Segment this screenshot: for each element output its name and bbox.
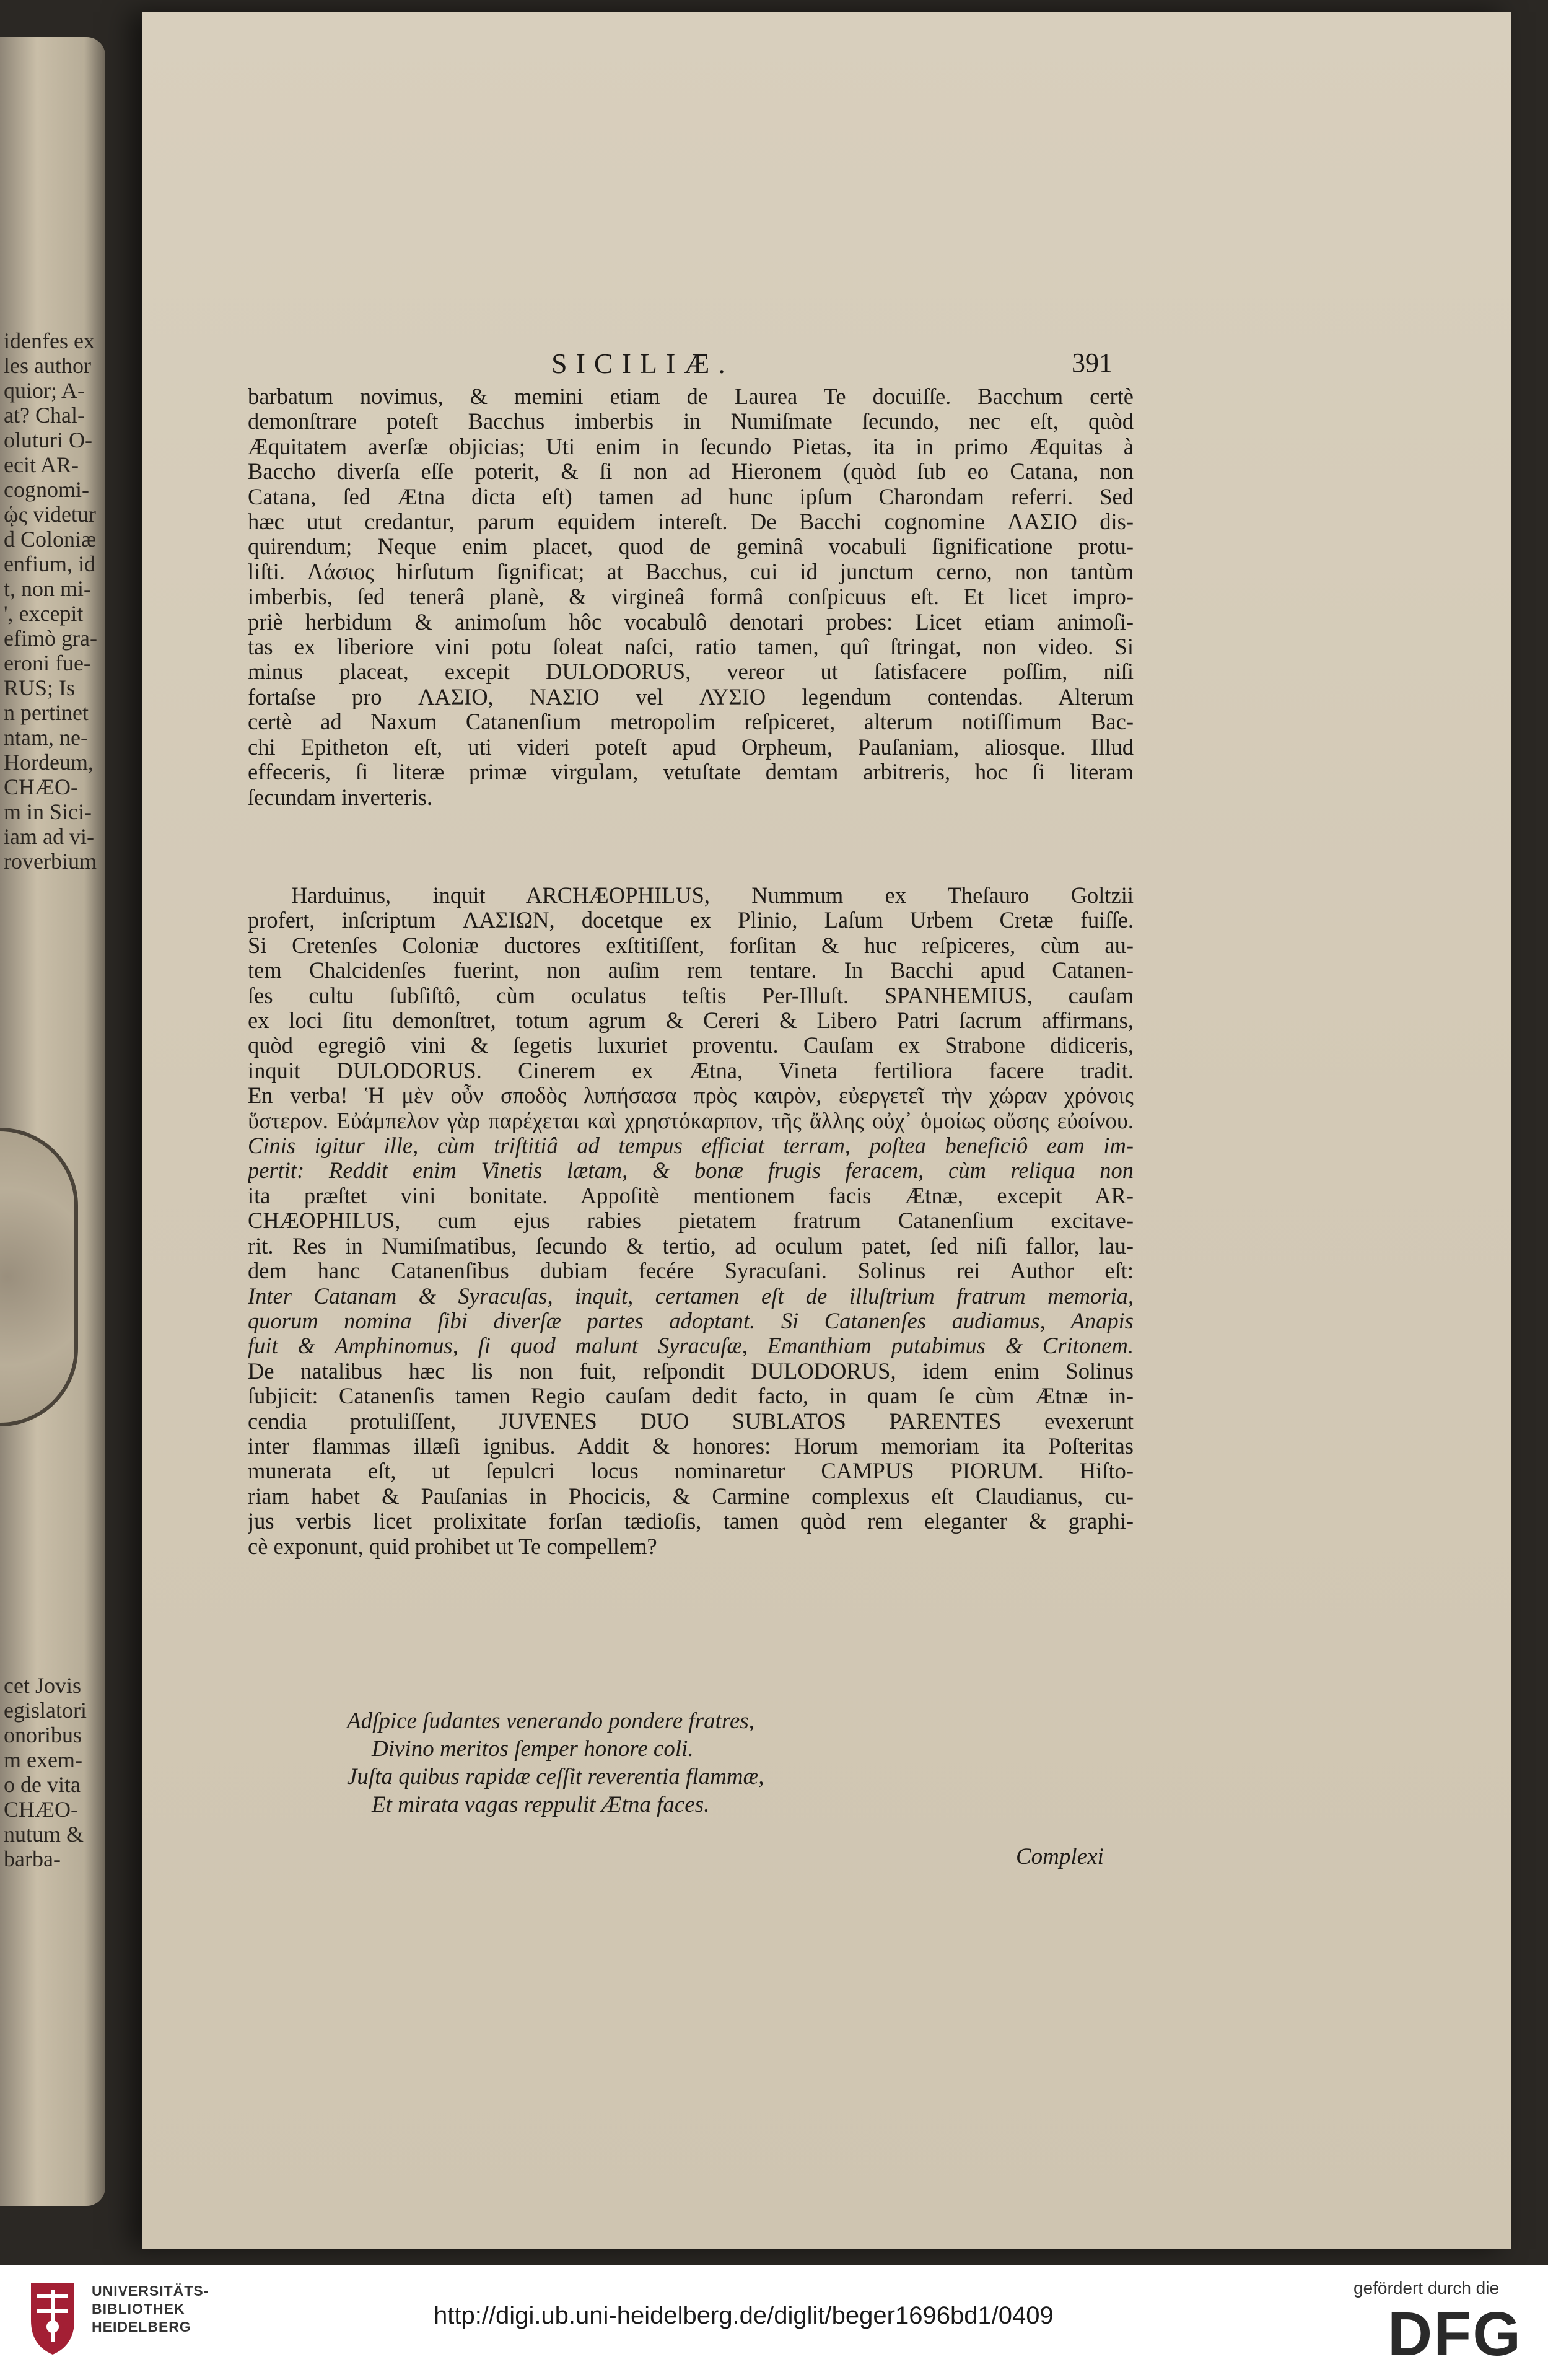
institution-name-line: HEIDELBERG <box>92 2319 191 2335</box>
text-line: Catana, ſed Ætna dicta eſt) tamen ad hunc ipſum Charondam referri. Sed <box>248 484 1134 509</box>
verse-line: Juſta quibus rapidæ ceſſit reverentia flammæ, <box>347 1764 764 1789</box>
permalink-url[interactable]: http://digi.ub.uni-heidelberg.de/diglit/beger1696bd1/0409 <box>434 2302 1054 2329</box>
facing-page-line: m in Sici- <box>4 799 92 824</box>
text-line: dem hanc Catanenſibus dubiam fecére Syracuſani. Solinus rei Author eſt: <box>248 1258 1134 1284</box>
paragraph-2 <box>248 883 1134 1559</box>
facing-page-line: ᾡς videtur <box>4 502 96 527</box>
text-line: quorum nomina ſibi diverſæ partes adoptant. Si Catanenſes audiamus, Anapis <box>248 1308 1134 1333</box>
paragraph-1 <box>248 384 1134 810</box>
facing-page-line: CHÆO- <box>4 775 79 799</box>
facing-page-line: ', excepit <box>4 601 84 626</box>
facing-page-line: efimò gra- <box>4 626 97 651</box>
text-line: Cinis igitur ille, cùm triſtitiâ ad tempus efficiat terram, poſtea beneficiô eam im- <box>248 1133 1134 1159</box>
text-line: certè ad Naxum Catanenſium metropolim reſpiceret, alterum notiſſimum Bac- <box>248 709 1134 735</box>
text-line: inquit DULODORUS. Cinerem ex Ætna, Vineta fertiliora facere tradit. <box>248 1058 1134 1083</box>
text-line: En verba! Ἡ μὲν οὖν σποδὸς λυπήσασα πρὸς καιρὸν, εὐεργετεῖ τὴν χώραν χρόνοις <box>248 1083 1134 1109</box>
facing-page-line: cognomi- <box>4 477 89 502</box>
facing-page-line: iam ad vi- <box>4 824 94 849</box>
text-line: inter flammas illæſi ignibus. Addit & honores: Horum memoriam ita Poſteritas <box>248 1433 1134 1459</box>
text-line: munerata eſt, ut ſepulcri locus nominaretur CAMPUS PIORUM. Hiſto- <box>248 1459 1134 1484</box>
text-line: Æquitatem averſæ objicias; Uti enim in ſecundo Pietas, ita in primo Æquitas à <box>248 434 1134 459</box>
facing-page-text-bottom <box>4 1673 103 1871</box>
text-line: Si Cretenſes Coloniæ ductores exſtitiſſent, forſitan & huc reſpiceres, cùm au- <box>248 933 1134 958</box>
university-seal-icon <box>25 2277 81 2358</box>
text-line: cè exponunt, quid prohibet ut Te compellem? <box>248 1534 657 1559</box>
text-line: rit. Res in Numiſmatibus, ſecundo & tertio, ad oculum patet, ſed niſi fallor, lau- <box>248 1233 1134 1258</box>
facing-page-line: roverbium <box>4 849 97 874</box>
text-line: CHÆOPHILUS, cum ejus rabies pietatem fratrum Catanenſium excitave- <box>248 1208 1134 1234</box>
facing-page-line: o de vita <box>4 1772 81 1797</box>
text-line: tem Chalcidenſes fuerint, non auſim rem tentare. In Bacchi apud Catanen- <box>248 958 1134 983</box>
text-line: jus verbis licet prolixitate forſan tædioſis, tamen quòd rem eleganter & graphi- <box>248 1509 1134 1534</box>
text-line: fuit & Amphinomus, ſi quod malunt Syracuſæ, Emanthiam putabimus & Critonem. <box>248 1333 1134 1359</box>
page-number: 391 <box>1072 348 1113 378</box>
text-line: De natalibus hæc lis non fuit, reſpondit DULODORUS, idem enim Solinus <box>248 1358 1134 1384</box>
facing-page-edge <box>0 37 105 2206</box>
text-line: riam habet & Pauſanias in Phocicis, & Carmine complexus eſt Claudianus, cu- <box>248 1483 1134 1509</box>
text-line: Inter Catanam & Syracuſas, inquit, certamen eſt de illuſtrium fratrum memoria, <box>248 1283 1134 1309</box>
facing-page-text-top <box>4 328 103 874</box>
text-line: ex loci ſitu demonſtret, totum agrum & Cereri & Libero Patri ſacrum affirmans, <box>248 1008 1134 1034</box>
text-line: Harduinus, inquit ARCHÆOPHILUS, Nummum ex Theſauro Goltzii <box>291 883 1134 908</box>
running-head <box>142 347 1511 384</box>
text-line: minus placeat, excepit DULODORUS, vereor ut ſatisfacere poſſim, niſi <box>248 659 1134 685</box>
text-line: chi Epitheton eſt, uti videri poteſt apud Orpheum, Pauſaniam, aliosque. Illud <box>248 734 1134 760</box>
text-line: priè herbidum & animoſum hôc vocabulô denotari probes: Licet etiam animoſi- <box>248 609 1134 635</box>
facing-page-line: eroni fue- <box>4 651 91 675</box>
facing-page-line: ntam, ne- <box>4 725 88 750</box>
text-line: ſes cultu ſubſiſtô, cùm oculatus teſtis Per-Illuſt. SPANHEMIUS, cauſam <box>248 983 1134 1008</box>
facing-page-line: egislatori <box>4 1698 87 1723</box>
facing-page-line: at? Chal- <box>4 403 85 428</box>
facing-page-line: onoribus <box>4 1723 82 1747</box>
verse-line: Divino meritos ſemper honore coli. <box>372 1736 694 1762</box>
text-line: demonſtrare poteſt Bacchus imberbis in Numiſmate ſecundo, nec eſt, quòd <box>248 409 1134 434</box>
facing-page-line: CHÆO- <box>4 1797 79 1822</box>
text-line: fortaſse pro ΛΑΣΙΟ, ΝΑΣΙΟ vel ΛΥΣΙΟ legendum contendas. Alterum <box>248 684 1134 709</box>
institution-name-line: BIBLIOTHEK <box>92 2301 185 2317</box>
facing-page-line: quior; A- <box>4 378 85 403</box>
text-line: ſecundam inverteris. <box>248 784 432 810</box>
facing-page-line: idenfes ex <box>4 328 95 353</box>
text-line: ſubjicit: Catanenſis tamen Regio cauſam dedit facto, in quam ſe cùm Ætnæ in- <box>248 1384 1134 1409</box>
text-line: barbatum novimus, & memini etiam de Laurea Te docuiſſe. Bacchum certè <box>248 384 1134 409</box>
text-line: Baccho diverſa eſſe poterit, & ſi non ad Hieronem (quòd ſub eo Catana, non <box>248 459 1134 485</box>
text-line: profert, inſcriptum ΛΑΣΙΩΝ, docetque ex Plinio, Laſum Urbem Cretæ fuiſſe. <box>248 908 1134 933</box>
text-line: ita præſtet vini bonitate. Appoſitè mentionem facis Ætnæ, excepit AR- <box>248 1183 1134 1208</box>
text-line: quirendum; Neque enim placet, quod de geminâ vocabuli ſignificatione protu- <box>248 534 1134 560</box>
text-line: tas ex liberiore vini potu ſoleat naſci, ratio tamen, quî ſtringat, non video. Si <box>248 635 1134 660</box>
viewer-footer <box>0 2265 1548 2380</box>
text-line: effeceris, ſi literæ primæ virgulam, vetuſtate demtam arbitreris, hoc ſi literam <box>248 760 1134 785</box>
verse-quotation <box>347 1707 966 1819</box>
facing-page-line: RUS; Is <box>4 675 76 700</box>
text-line: cendia protuliſſent, JUVENES DUO SUBLATOS PARENTES evexerunt <box>248 1408 1134 1434</box>
funder-label: gefördert durch die <box>1353 2278 1500 2298</box>
text-line: pertit: Reddit enim Vinetis lætam, & bonæ frugis feracem, cùm reliqua non <box>248 1158 1134 1183</box>
institution-name <box>92 2282 209 2336</box>
dfg-logo: DFG <box>1388 2299 1523 2369</box>
text-line: hæc utut credantur, parum equidem intereſt. De Bacchi cognomine ΛΑΣΙΟ dis- <box>248 509 1134 535</box>
coin-engraving-fragment <box>0 1128 78 1426</box>
text-line: quòd egregiô vini & ſegetis luxuriet proventu. Cauſam ex Strabone didiceris, <box>248 1033 1134 1058</box>
book-page <box>142 12 1511 2249</box>
facing-page-line: ecit AR- <box>4 452 79 477</box>
facing-page-line: barba- <box>4 1846 61 1871</box>
facing-page-line: enfium, id <box>4 551 95 576</box>
catchword: Complexi <box>1016 1844 1104 1869</box>
facing-page-line: nutum & <box>4 1822 84 1846</box>
text-line: liſti. Λάσιος hirſutum ſignificat; at Bacchus, cui id junctum cerno, non tantùm <box>248 559 1134 584</box>
facing-page-line: cet Jovis <box>4 1673 81 1698</box>
verse-line: Adſpice ſudantes venerando pondere fratres, <box>347 1708 754 1734</box>
facing-page-line: m exem- <box>4 1747 82 1772</box>
facing-page-line: les author <box>4 353 91 378</box>
facing-page-line: d Coloniæ <box>4 527 97 551</box>
facing-page-line: n pertinet <box>4 700 89 725</box>
text-line: imberbis, ſed tenerâ planè, & virgineâ formâ conſpicuus eſt. Et licet impro- <box>248 584 1134 610</box>
text-line: ὕστερον. Εὐάμπελον γὰρ παρέχεται καὶ χρηστόκαρπον, τῆς ἄλλης οὐχ᾽ ὁμοίως οὔσης εὐοίνου. <box>248 1108 1134 1133</box>
running-title: SICILIÆ. <box>551 348 734 379</box>
institution-name-line: UNIVERSITÄTS- <box>92 2283 209 2299</box>
facing-page-line: Hordeum, <box>4 750 94 775</box>
facing-page-line: oluturi O- <box>4 428 92 452</box>
facing-page-line: t, non mi- <box>4 576 91 601</box>
verse-line: Et mirata vagas reppulit Ætna faces. <box>372 1792 710 1817</box>
